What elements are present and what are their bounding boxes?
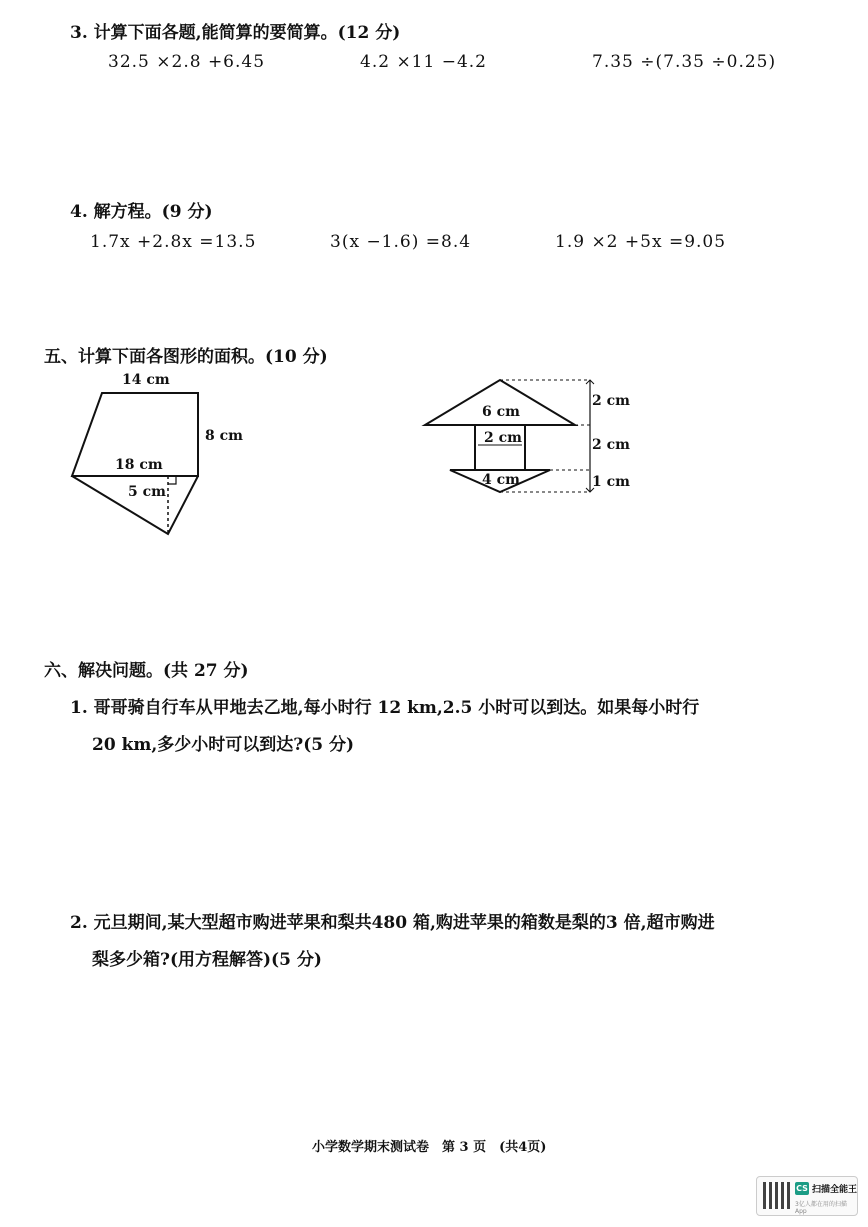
fig2-dim1-label: 2 cm: [592, 393, 630, 409]
section5-title: 五、计算下面各图形的面积。(10 分): [44, 347, 328, 367]
page-footer: 小学数学期末测试卷 第 3 页 (共4页): [312, 1140, 547, 1155]
q3-expr-3: 7.35 ÷(7.35 ÷0.25): [592, 52, 777, 72]
q4-eq-2: 3(x −1.6) =8.4: [330, 232, 472, 252]
problem1-line2: 20 km,多少小时可以到达?(5 分): [92, 735, 355, 755]
q4-eq-3: 1.9 ×2 +5x =9.05: [555, 232, 727, 252]
fig1-side-label: 8 cm: [205, 428, 243, 444]
fig2-body-label: 2 cm: [484, 430, 522, 446]
scanner-watermark: [756, 1176, 858, 1216]
scanner-app-name: 扫描全能王: [812, 1185, 858, 1195]
section6-title: 六、解决问题。(共 27 分): [44, 661, 249, 681]
scanner-tagline: 3亿人都在用的扫描App: [795, 1201, 847, 1215]
q4-eq-1: 1.7x +2.8x =13.5: [90, 232, 257, 252]
fig2-base-label: 4 cm: [482, 472, 520, 488]
figure-trapezoid-triangle: [60, 368, 260, 540]
q3-expr-1: 32.5 ×2.8 +6.45: [108, 52, 266, 72]
fig1-height-label: 5 cm: [128, 484, 166, 500]
fig2-dim2-label: 2 cm: [592, 437, 630, 453]
fig2-dim3-label: 1 cm: [592, 474, 630, 490]
problem1-line1: 1. 哥哥骑自行车从甲地去乙地,每小时行 12 km,2.5 小时可以到达。如果每小时行: [70, 698, 700, 718]
q3-title: 3. 计算下面各题,能简算的要简算。(12 分): [70, 23, 401, 43]
fig1-top-label: 14 cm: [122, 372, 170, 388]
qr-code-icon: [763, 1182, 790, 1209]
fig1-bottom-label: 18 cm: [115, 457, 163, 473]
fig2-roof-label: 6 cm: [482, 404, 520, 420]
q3-expr-2: 4.2 ×11 −4.2: [360, 52, 487, 72]
camscanner-logo-icon: CS: [796, 1184, 808, 1193]
problem2-line1: 2. 元旦期间,某大型超市购进苹果和梨共480 箱,购进苹果的箱数是梨的3 倍,超市购进: [70, 913, 715, 933]
q4-title: 4. 解方程。(9 分): [70, 202, 213, 222]
problem2-line2: 梨多少箱?(用方程解答)(5 分): [92, 950, 322, 970]
